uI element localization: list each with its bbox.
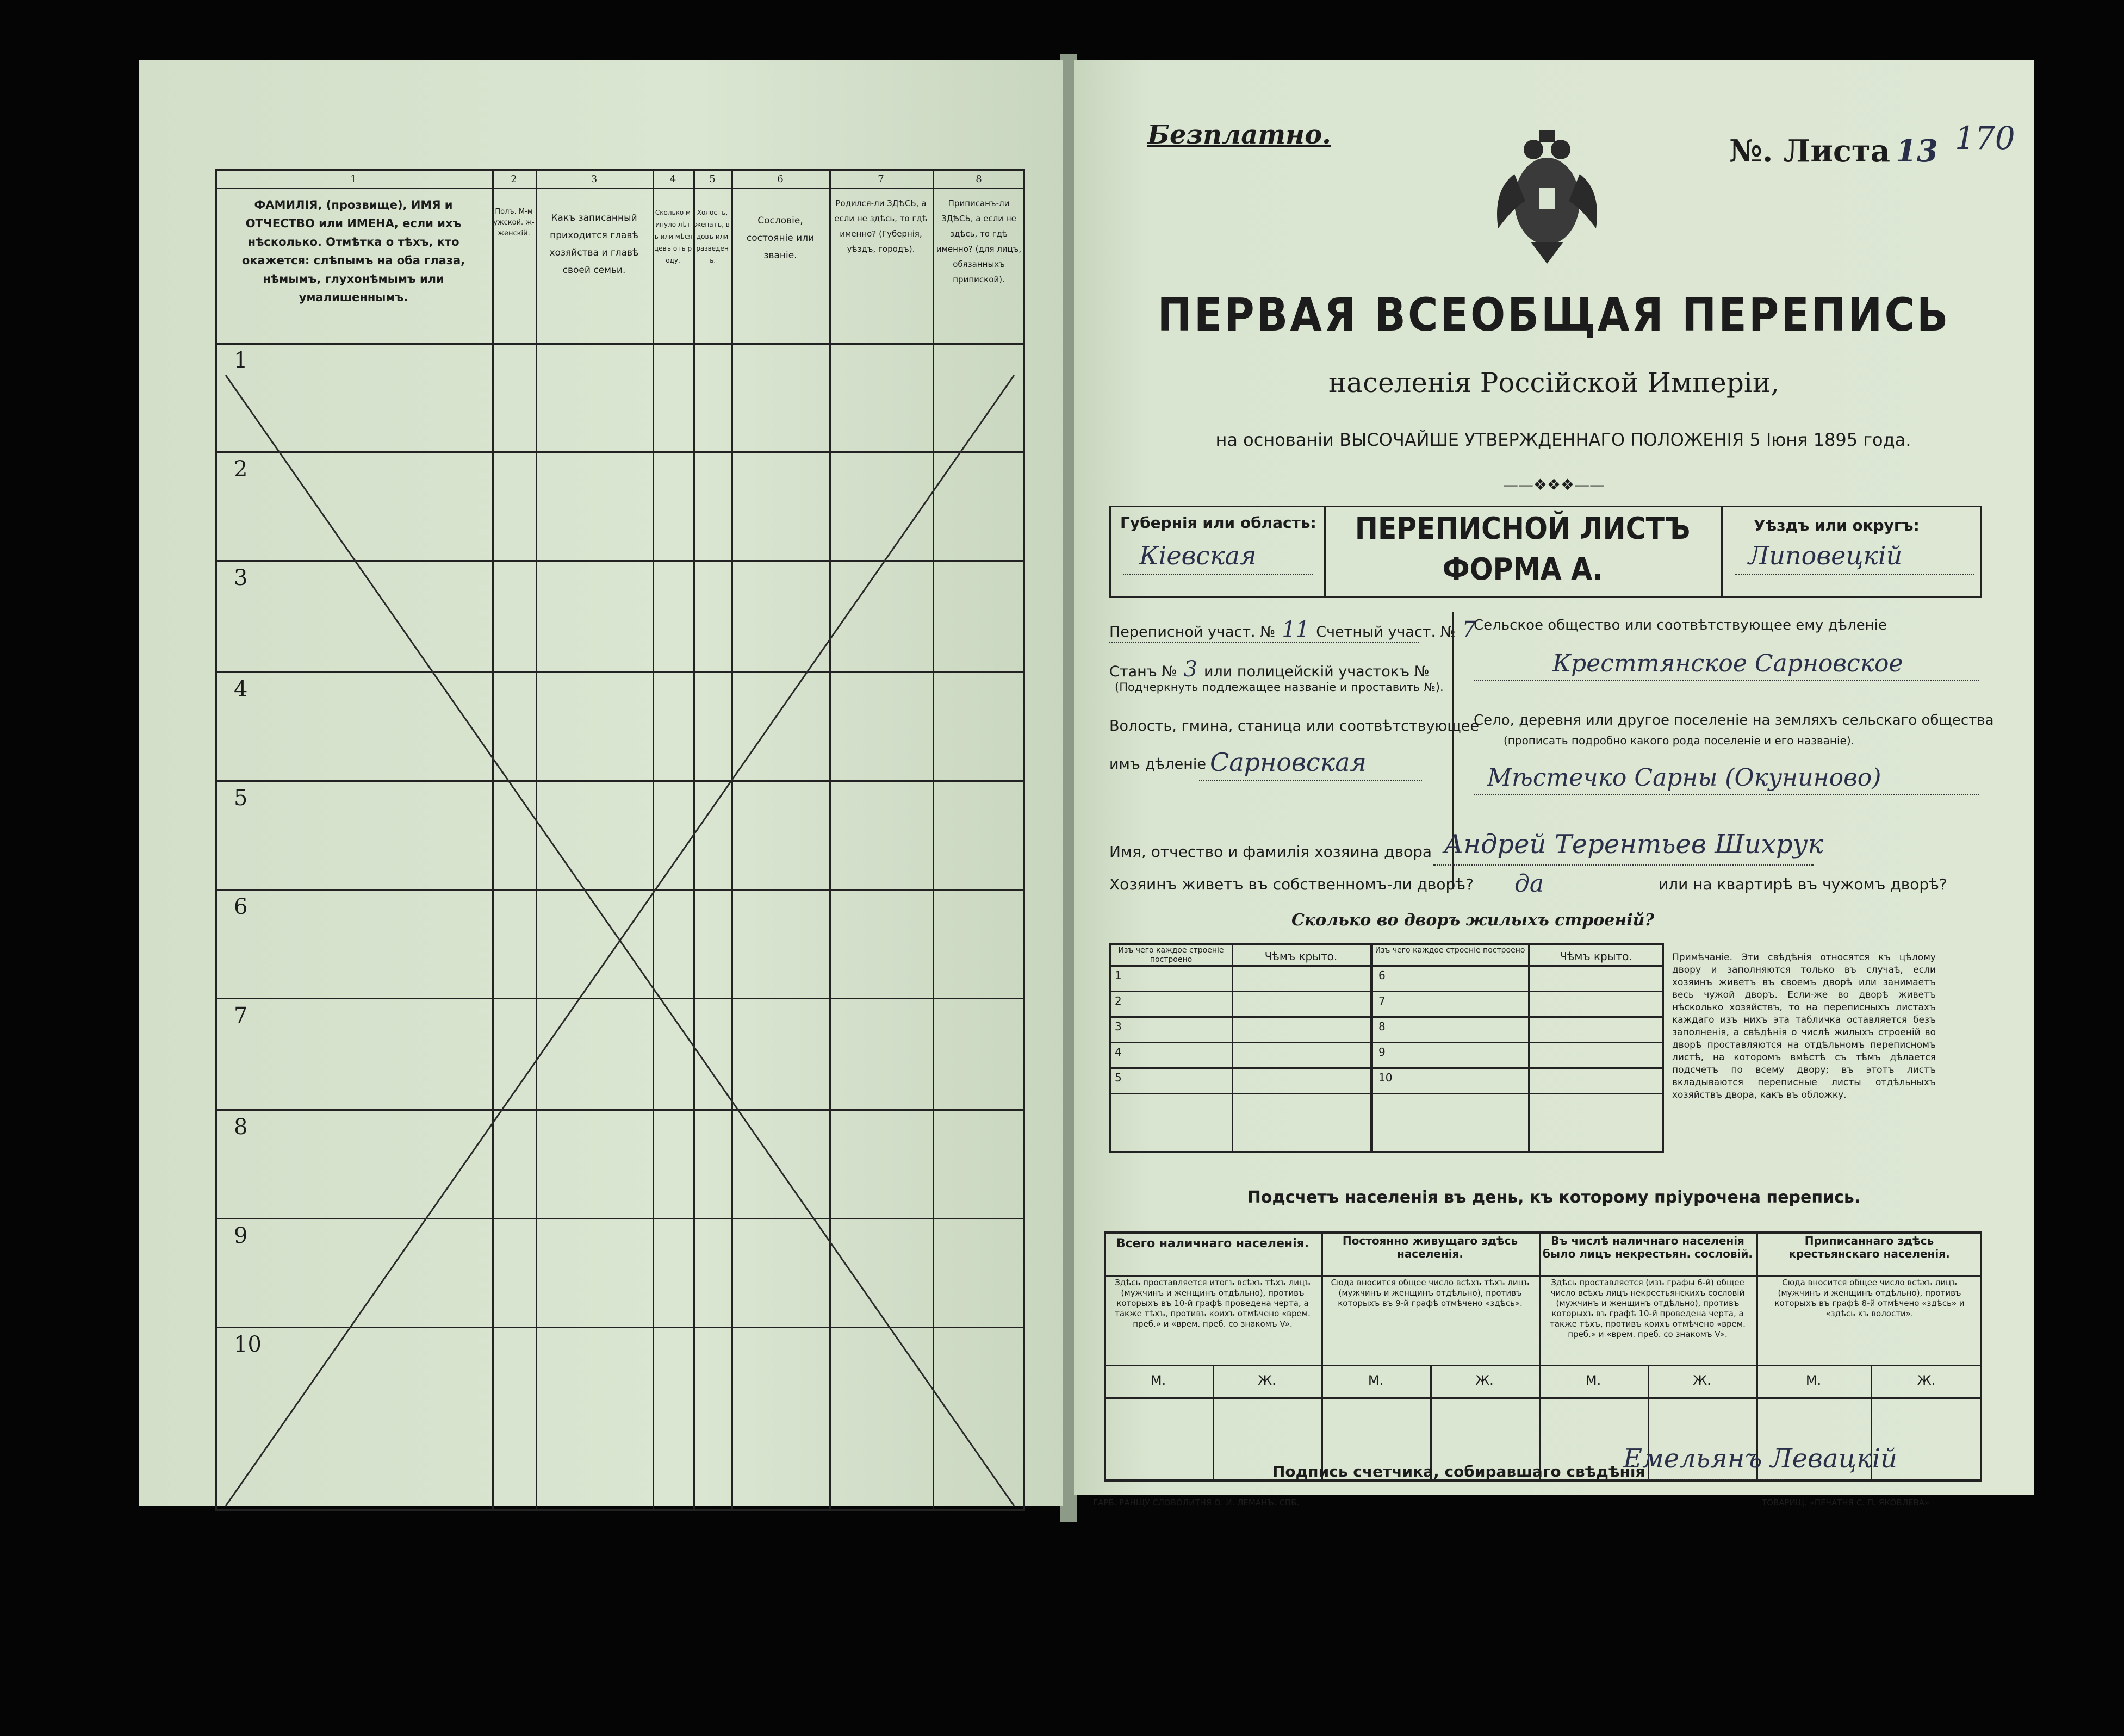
build-row-num: 4 — [1115, 1046, 1122, 1059]
selo-label: Село, деревня или другое поселеніе на земляхъ сельскаго общества — [1474, 712, 1994, 729]
col-num-3: 3 — [591, 173, 598, 185]
volost-label-2: имъ дѣленіе — [1109, 756, 1207, 773]
basis-line: на основаніи ВЫСОЧАЙШЕ УТВЕРЖДЕННАГО ПОЛОЖЕНІЯ 5 Іюня 1895 года. — [1215, 430, 1911, 450]
uezd-label: Уѣздъ или округъ: — [1754, 517, 1920, 534]
guberniya-label: Губернія или область: — [1120, 514, 1316, 532]
corner-note: 170 — [1955, 120, 2015, 157]
build-row-num: 1 — [1115, 969, 1122, 982]
selskoe-value: Кресттянское Сарновское — [1552, 650, 1903, 677]
selo-note: (прописать подробно какого рода поселеніе и его названіе). — [1504, 734, 1854, 747]
col-num-1: 1 — [350, 173, 357, 185]
count-head-3: Въ числѣ наличнаго населенія было лицъ некрестьян. сословій. — [1543, 1234, 1753, 1260]
buildings-label: Сколько во дворъ жилыхъ строеній? — [1291, 911, 1655, 930]
cross-out-lines — [215, 343, 1025, 1511]
col-header-2: Полъ. М-мужской. ж-женскій. — [493, 208, 535, 238]
selskoe-label: Сельское общество или соотвѣтствующее ему дѣленіе — [1474, 617, 1887, 633]
perepis-uchast: Переписной участ. № 11 Счетный участ. № 7 — [1109, 617, 1476, 642]
col-header-7: Родился-ли ЗДѢСЬ, а если не здѣсь, то гдѣ именно? (Губернія, уѣздъ, городъ). — [834, 198, 928, 254]
count-desc-1: Здѣсь проставляется итогъ всѣхъ тѣхъ лицъ (мужчинъ и женщинъ отдѣльно), противъ которыхъ въ 10-й графѣ проведена черта, а также тѣхъ, противъ коихъ отмѣчено «врем. преб.» и «врем. преб. со знакомъ V». — [1115, 1278, 1311, 1329]
double-eagle-emblem — [1487, 125, 1607, 266]
buildings-note: Примѣчаніе. Эти свѣдѣнія относятся къ цѣлому двору и заполняются только въ случаѣ, если хозяинъ живетъ въ своемъ дворѣ или занимаетъ весь чужой дворъ. Если-же во дворѣ живетъ нѣсколько хозяйствъ, то на переписныхъ листахъ каждаго изъ нихъ эта табличка оставляется безъ заполненія, а свѣдѣнія о числѣ жилыхъ строеній во дворѣ проставляются на отдѣльномъ переписномъ листѣ, на которомъ вмѣстѣ съ тѣмъ дѣлается подсчетъ по всему двору; въ этотъ листъ вкладываются переписные листы отдѣльныхъ хозяйствъ двора, какъ въ обложку. — [1672, 952, 1936, 1100]
row-number: 5 — [234, 786, 248, 811]
count-desc-3: Здѣсь проставляется (изъ графы 6-й) общее число всѣхъ лицъ некрестьянскихъ сословій (мужчинъ и женщинъ отдѣльно), противъ которыхъ въ графѣ 10-й проведена черта, а также тѣхъ, противъ коихъ отмѣчено «врем. преб.» и «врем. преб. со знакомъ V». — [1550, 1278, 1746, 1339]
sheet-number-label: №. Листа 13 — [1729, 133, 1938, 169]
count-head-1: Всего наличнаго населенія. — [1116, 1237, 1309, 1250]
row-number: 9 — [234, 1223, 248, 1248]
count-head-4: Приписаннаго здѣсь крестьянскаго населенія. — [1788, 1234, 1950, 1260]
build-row-num: 8 — [1378, 1020, 1386, 1033]
build-row-num: 7 — [1378, 994, 1386, 1007]
build-row-num: 10 — [1378, 1071, 1393, 1084]
m-label: М. — [1805, 1373, 1822, 1388]
subtitle: населенія Россійской Имперіи, — [1328, 367, 1780, 399]
col-header-3: Какъ записанный приходится главѣ хозяйства и главѣ своей семьи. — [549, 213, 639, 276]
volost-value: Сарновская — [1210, 748, 1367, 777]
build-head-right-2: Чѣмъ крыто. — [1560, 950, 1632, 963]
build-row-num: 5 — [1115, 1071, 1122, 1084]
form-title-1: ПЕРЕПИСНОЙ ЛИСТЪ — [1355, 511, 1691, 546]
m-label: М. — [1368, 1373, 1384, 1388]
col-num-7: 7 — [878, 173, 884, 185]
zh-label: Ж. — [1693, 1373, 1711, 1388]
row-number: 3 — [234, 565, 248, 590]
owner-value: Андрей Терентьев Шихрук — [1444, 829, 1824, 860]
left-page — [139, 60, 1063, 1506]
footer-right: ТОВАРИЩ. «ПЕЧАТНЯ С. П. ЯКОВЛЕВА» — [1762, 1498, 1930, 1508]
count-desc-2: Сюда вносится общее число всѣхъ тѣхъ лицъ (мужчинъ и женщинъ отдѣльно), противъ которыхъ въ 9-й графѣ отмѣчено «здѣсь». — [1331, 1278, 1530, 1308]
zh-label: Ж. — [1258, 1373, 1276, 1388]
sheet-number-value: 13 — [1896, 133, 1938, 169]
own-yard-label: Хозяинъ живетъ въ собственномъ-ли дворѣ? — [1109, 875, 1474, 893]
footer-left: ГАРБ. РАНЩУ СЛОВОЛИТНЯ О. И. ЛЕМАНЪ. СПБ. — [1093, 1498, 1300, 1508]
guberniya-value: Кіевская — [1139, 541, 1257, 570]
zh-label: Ж. — [1475, 1373, 1494, 1388]
count-head-2: Постоянно живущаго здѣсь населенія. — [1342, 1234, 1518, 1260]
build-row-num: 2 — [1115, 994, 1122, 1007]
count-title: Подсчетъ населенія въ день, къ которому пріурочена перепись. — [1247, 1188, 1861, 1207]
col-header-1: ФАМИЛІЯ, (прозвище), ИМЯ и ОТЧЕСТВО или ИМЕНА, если ихъ нѣсколько. Отмѣтка о тѣхъ, кто окажется: слѣпымъ на оба глаза, нѣмымъ, глухонѣмымъ или умалишеннымъ. — [241, 198, 465, 304]
free-label: Безплатно. — [1147, 120, 1331, 150]
row-number: 8 — [234, 1115, 248, 1140]
build-row-num: 9 — [1378, 1046, 1386, 1059]
flat-label: или на квартирѣ въ чужомъ дворѣ? — [1659, 875, 1947, 893]
volost-label: Волость, гмина, станица или соотвѣтствующее — [1109, 718, 1479, 735]
row-number: 2 — [234, 457, 248, 482]
col-num-4: 4 — [669, 173, 676, 185]
build-row-num: 6 — [1378, 969, 1386, 982]
ornament: ——❖❖❖—— — [1502, 476, 1605, 494]
zh-label: Ж. — [1917, 1373, 1936, 1388]
row-number: 6 — [234, 894, 248, 919]
row-number: 10 — [234, 1332, 262, 1357]
col-num-6: 6 — [777, 173, 784, 185]
signature-value: Емельянъ Левацкій — [1623, 1443, 1898, 1474]
build-head-left-1: Изъ чего каждое строеніе построено — [1118, 946, 1224, 964]
col-num-2: 2 — [511, 173, 517, 185]
uezd-value: Липовецкій — [1748, 541, 1903, 570]
col-header-4: Сколько минуло лѣтъ или мѣсяцевъ отъ роду. — [654, 209, 692, 264]
signature-label: Подпись счетчика, собиравшаго свѣдѣнія — [1272, 1463, 1645, 1480]
col-num-5: 5 — [709, 173, 716, 185]
col-header-8: Приписанъ-ли ЗДѢСЬ, а если не здѣсь, то гдѣ именно? (для лицъ, обязанныхъ припиской). — [936, 198, 1022, 284]
stan-note: (Подчеркнуть подлежащее названіе и проставить №). — [1115, 681, 1444, 694]
col-header-6: Сословіе, состояніе или званіе. — [746, 215, 815, 261]
right-page — [1074, 60, 2034, 1495]
build-row-num: 3 — [1115, 1020, 1122, 1033]
owner-label: Имя, отчество и фамилія хозяина двора — [1109, 843, 1432, 861]
buildings-table — [1109, 943, 1664, 1153]
build-head-left-2: Чѣмъ крыто. — [1264, 950, 1338, 963]
form-title-2: ФОРМА А. — [1442, 552, 1603, 587]
own-yard-value: да — [1514, 870, 1544, 898]
stan: Станъ № 3 или полицейскій участокъ № — [1109, 657, 1430, 682]
m-label: М. — [1150, 1373, 1166, 1388]
row-number: 4 — [234, 677, 248, 702]
build-head-right-1: Изъ чего каждое строеніе построено — [1375, 946, 1525, 955]
count-desc-4: Сюда вносится общее число всѣхъ лицъ (мужчинъ и женщинъ отдѣльно), противъ которыхъ въ графѣ 8-й отмѣчено «здѣсь» и «здѣсь къ волости». — [1774, 1278, 1965, 1318]
col-num-8: 8 — [976, 173, 982, 185]
m-label: М. — [1585, 1373, 1601, 1388]
row-number: 7 — [234, 1003, 248, 1028]
row-number: 1 — [234, 348, 248, 373]
main-title: ПЕРВАЯ ВСЕОБЩАЯ ПЕРЕПИСЬ — [1157, 288, 1951, 341]
selo-value: Мѣстечко Сарны (Окуниново) — [1487, 764, 1881, 792]
col-header-5: Холостъ, женатъ, вдовъ или разведенъ. — [695, 209, 730, 264]
